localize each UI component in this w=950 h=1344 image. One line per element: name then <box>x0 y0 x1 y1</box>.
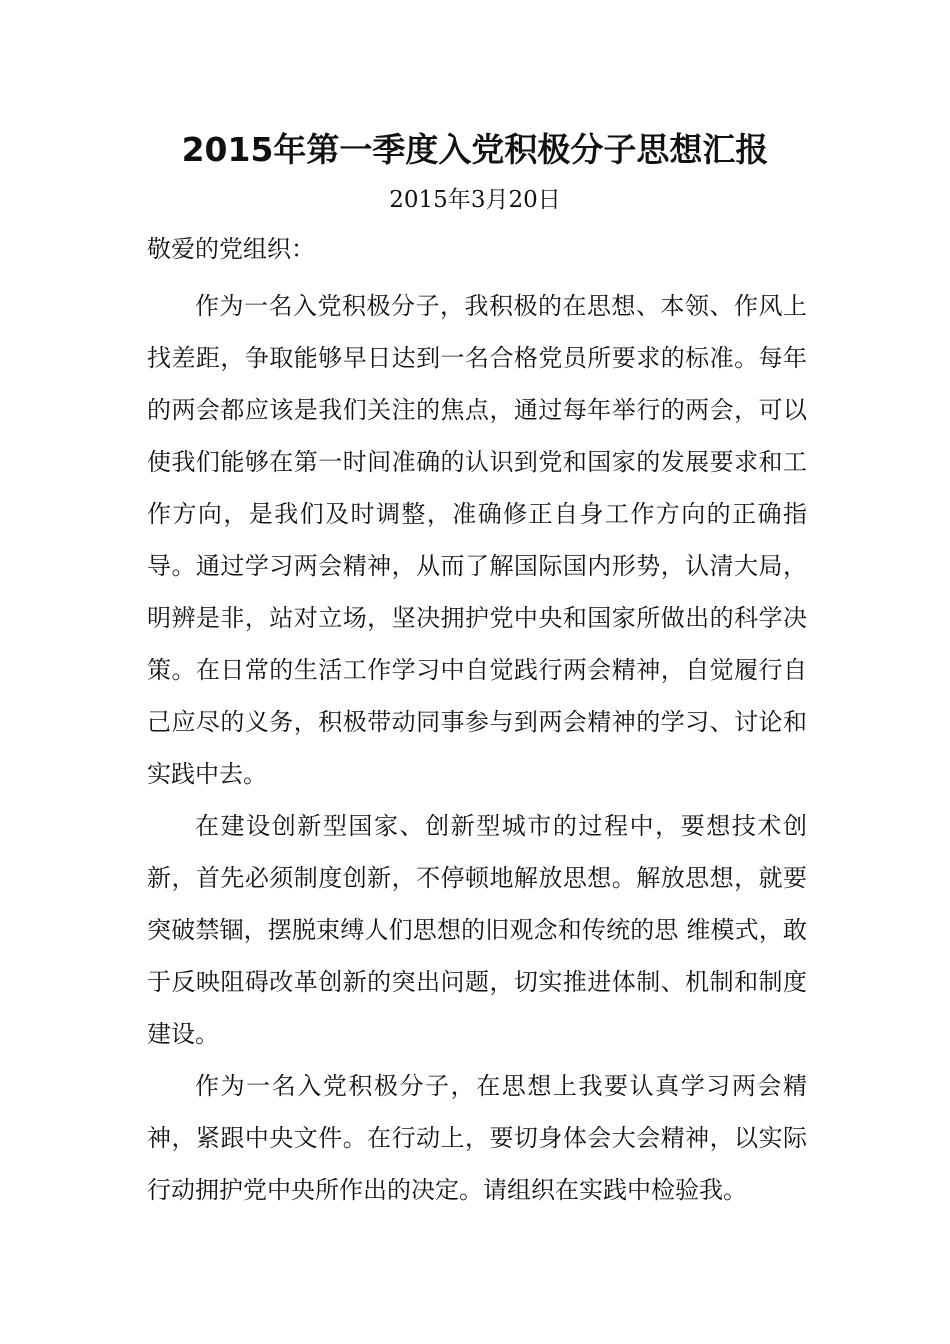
document-body <box>147 280 807 1216</box>
paragraph-3: 作为一名入党积极分子，在思想上我要认真学习两会精神，紧跟中央文件。在行动上，要切身体会大会精神，以实际行动拥护党中央所作出的决定。请组织在实践中检验我。 <box>147 1072 807 1204</box>
salutation: 敬爱的党组织： <box>147 235 315 263</box>
document-date: 2015年3月20日 <box>389 187 561 213</box>
document-title: 2015年第一季度入党积极分子思想汇报 <box>181 130 769 169</box>
paragraph-2: 在建设创新型国家、创新型城市的过程中，要想技术创新，首先必须制度创新，不停顿地解放思想。解放思想，就要突破禁锢，摆脱束缚人们思想的旧观念和传统的思 维模式，敢于反映阻碍改革创新的突出问题，切实推进体制、机制和制度建设。 <box>147 812 807 1048</box>
paragraph-1: 作为一名入党积极分子，我积极的在思想、本领、作风上找差距，争取能够早日达到一名合格党员所要求的标准。每年的两会都应该是我们关注的焦点，通过每年举行的两会，可以使我们能够在第一时间准确的认识到党和国家的发展要求和工作方向，是我们及时调整，准确修正自身工作方向的正确指导。通过学习两会精神，从而了解国际国内形势，认清大局，明辨是非，站对立场，坚决拥护党中央和国家所做出的科学决策。在日常的生活工作学习中自觉践行两会精神，自觉履行自己应尽的义务，积极带动同事参与到两会精神的学习、讨论和实践中去。 <box>147 292 807 788</box>
